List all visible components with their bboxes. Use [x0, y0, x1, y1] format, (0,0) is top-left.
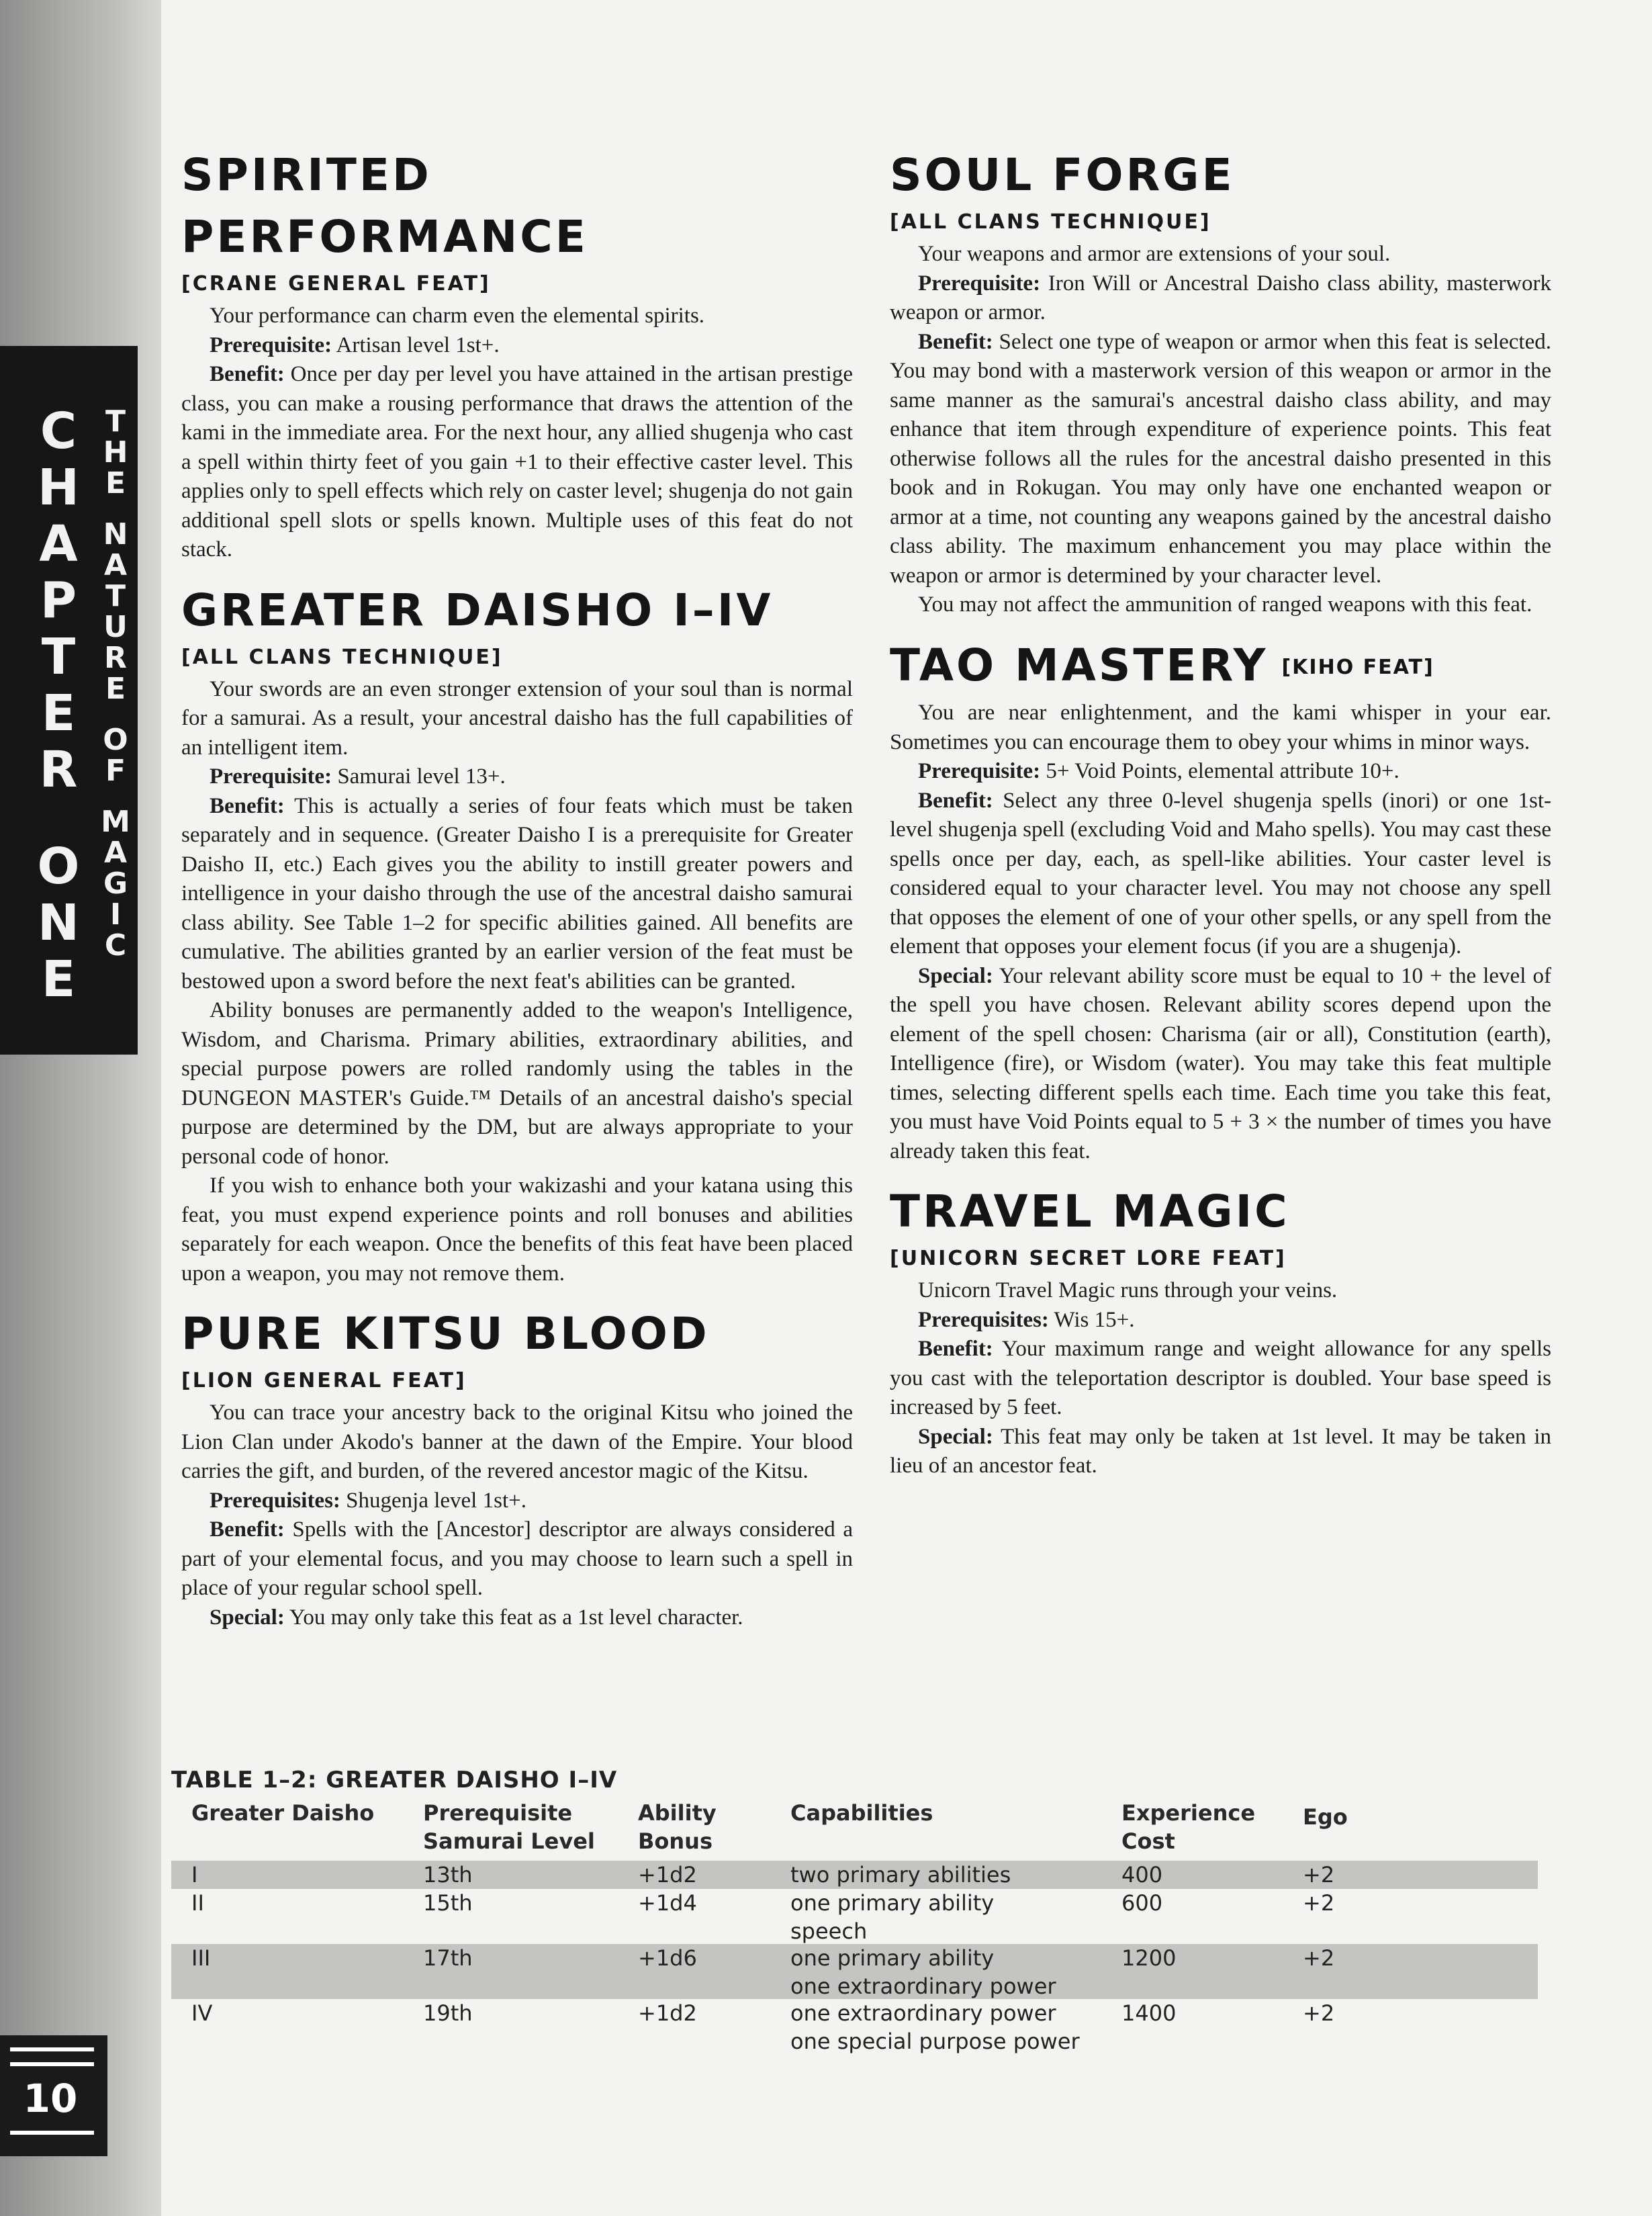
paragraph-lead: Special: [210, 1605, 285, 1630]
feat-paragraph [181, 1603, 853, 1633]
chapter-letter: E [41, 684, 76, 742]
subtitle-letter [99, 499, 132, 519]
paragraph-text: Your weapons and armor are extensions of your soul. [918, 242, 1391, 266]
feat-title-text: TRAVEL MAGIC [890, 1186, 1290, 1238]
table-cell [1121, 1944, 1176, 1972]
paragraph-text: Unicorn Travel Magic runs through your veins. [918, 1278, 1338, 1303]
paragraph-text: Shugenja level 1st+. [340, 1488, 526, 1513]
feat-paragraph [890, 240, 1551, 269]
table-cell [423, 1889, 473, 1917]
table-cell [1121, 1889, 1162, 1917]
table-row [171, 1944, 1538, 1999]
cell-line: 600 [1121, 1890, 1163, 1916]
feat-tag: [LION GENERAL FEAT] [181, 1369, 467, 1392]
feat-title [890, 635, 1551, 699]
feat-paragraph [181, 1171, 853, 1288]
feat-paragraph [181, 302, 853, 331]
feat-tag: [UNICORN SECRET LORE FEAT] [890, 1247, 1287, 1271]
cell-line: 15th [423, 1890, 473, 1916]
chapter-letter: R [39, 741, 78, 799]
greater-daisho-table [171, 1767, 1538, 2054]
feat-section [181, 1288, 853, 1632]
paragraph-lead: Benefit: [210, 1517, 285, 1542]
feat-title-text: GREATER DAISHO I–IV [181, 584, 774, 636]
feat-paragraph [890, 269, 1551, 328]
subtitle-letter: M [101, 805, 130, 839]
cell-line: Greater Daisho [191, 1800, 375, 1826]
cell-line: 19th [423, 2000, 473, 2026]
feat-tag: [CRANE GENERAL FEAT] [181, 272, 491, 296]
page-number-badge [0, 2035, 107, 2156]
subtitle-letter: F [105, 754, 126, 788]
section-spacer [181, 1288, 853, 1303]
chapter-letter: T [41, 628, 76, 686]
cell-line: 400 [1121, 1862, 1163, 1888]
subtitle-letter [99, 705, 132, 725]
feat-title [181, 144, 853, 268]
cell-line: I [191, 1862, 198, 1888]
paragraph-text: Your relevant ability score must be equal to 10 + the level of the spell you have chosen. Relevant ability scores depend upon the element of the spell chosen: Charisma (air or all), Constitution (earth), Intelligence (fire), or Wisdom (water). You may take this feat multiple times, selecting different spells each time. Each time you take this feat, you must have Void Points equal to 5 + 3 × the number of times you have already taken this feat. [890, 963, 1551, 1163]
paragraph-lead: Benefit: [210, 793, 285, 818]
paragraph-text: If you wish to enhance both your wakizashi and your katana using this feat, you must expend experience points and roll bonuses and abilities separately for each weapon. Once the benefits of this feat have been placed upon a weapon, you may not remove them. [181, 1173, 853, 1286]
cell-line: one primary ability [790, 1945, 995, 1971]
feat-paragraph [890, 787, 1551, 962]
table-cell [1121, 1861, 1162, 1889]
cell-line: Ability [638, 1800, 717, 1826]
paragraph-lead: Prerequisites: [918, 1307, 1049, 1332]
table-cell [423, 1999, 473, 2027]
cell-line: Ego [1303, 1804, 1348, 1830]
subtitle-letter: O [103, 723, 128, 757]
table-cell [423, 1944, 473, 1972]
paragraph-text: Your swords are an even stronger extension of your soul than is normal for a samurai. As a result, your ancestral daisho has the full capabilities of an intelligent item. [181, 676, 853, 760]
table-cell [790, 1944, 1056, 2000]
table-body [171, 1799, 1538, 2054]
paragraph-text: This is actually a series of four feats which must be taken separately and in sequence. (Greater Daisho I is a prerequisite for Greater Daisho II, etc.) Each gives you the ability to instill greater powers and intelligence in your daisho through the use of the ancestral daisho samurai class ability. See Table 1–2 for specific abilities gained. All benefits are cumulative. The abilities granted by an earlier version of the feat must be bestowed upon a sword before the next feat's abilities can be granted. [181, 793, 853, 993]
subtitle-letter: H [103, 435, 128, 470]
paragraph-lead: Prerequisite: [918, 759, 1041, 784]
paragraph-lead: Prerequisite: [918, 271, 1041, 296]
feat-paragraph [890, 1276, 1551, 1306]
cell-line: 1200 [1121, 1945, 1177, 1971]
table-row [171, 1861, 1538, 1889]
page-margin-strip [0, 0, 161, 2216]
subtitle-letter: T [105, 404, 126, 439]
subtitle-letter: A [103, 836, 128, 870]
subtitle-letter: G [103, 867, 128, 901]
subtitle-letter: R [104, 641, 127, 675]
section-spacer [890, 620, 1551, 635]
paragraph-text: You can trace your ancestry back to the original Kitsu who joined the Lion Clan under Akodo's banner at the dawn of the Empire. Your blood carries the gift, and burden, of the revered ancestor magic of the Kitsu. [181, 1401, 853, 1483]
subtitle-letter: C [104, 928, 127, 963]
cell-line: speech [790, 1918, 868, 1944]
table-cell [638, 1889, 697, 1917]
feat-tag: [ALL CLANS TECHNIQUE] [890, 210, 1211, 234]
paragraph-text: You may only take this feat as a 1st level character. [284, 1605, 743, 1630]
feat-paragraph [181, 1515, 853, 1603]
feat-paragraph [181, 996, 853, 1171]
cell-line: +2 [1303, 1890, 1335, 1916]
table-header-cell [1303, 1803, 1348, 1831]
table-header-row [171, 1799, 1538, 1861]
feat-paragraph [181, 360, 853, 565]
right-column [890, 144, 1551, 1481]
table-row [171, 1999, 1538, 2054]
feat-title [181, 1303, 853, 1365]
cell-line: 1400 [1121, 2000, 1177, 2026]
feat-title-text: TAO MASTERY [890, 639, 1269, 691]
table-cell [1303, 1944, 1334, 1972]
feat-paragraph [890, 1423, 1551, 1481]
table-cell [790, 1861, 1011, 1889]
table-row [171, 1889, 1538, 1944]
paragraph-lead: Special: [918, 1424, 993, 1449]
paragraph-text: Your performance can charm even the elemental spirits. [210, 304, 705, 328]
feat-tag: [KIHO FEAT] [1281, 656, 1434, 680]
table-header-cell [423, 1799, 595, 1855]
feat-paragraph [181, 675, 853, 763]
chapter-subtitle [99, 406, 132, 961]
cell-line: +1d2 [638, 2000, 697, 2026]
feat-paragraph [890, 757, 1551, 787]
table-cell [191, 1861, 197, 1889]
paragraph-text: Your maximum range and weight allowance for any spells you cast with the teleportation descriptor is doubled. Your base speed is increased by 5 feet. [890, 1337, 1551, 1420]
cell-line: one extraordinary power [790, 2000, 1056, 2026]
paragraph-text: You may not affect the ammunition of ranged weapons with this feat. [918, 592, 1532, 617]
left-column [181, 144, 853, 1632]
chapter-word [28, 403, 89, 1008]
feat-paragraph [181, 762, 853, 792]
feat-section [890, 144, 1551, 620]
cell-line: Cost [1121, 1828, 1175, 1854]
feat-paragraph [890, 328, 1551, 591]
subtitle-letter: I [109, 897, 122, 932]
feat-title-text: SPIRITED PERFORMANCE [181, 149, 588, 263]
subtitle-letter: E [105, 672, 126, 706]
cell-line: 13th [423, 1862, 473, 1888]
table-header-cell [1121, 1799, 1255, 1855]
cell-line: IV [191, 2000, 213, 2026]
feat-paragraph [181, 1487, 853, 1516]
feat-paragraph [181, 331, 853, 361]
paragraph-lead: Benefit: [918, 329, 993, 354]
cell-line: Experience [1121, 1800, 1256, 1826]
cell-line: one primary ability [790, 1890, 995, 1916]
cell-line: Prerequisite [423, 1800, 573, 1826]
chapter-letter: O [37, 838, 80, 895]
paragraph-text: Samurai level 13+. [332, 764, 506, 789]
cell-line: +2 [1303, 1945, 1335, 1971]
feat-paragraph [890, 962, 1551, 1167]
table-header-cell [191, 1799, 374, 1827]
subtitle-letter: E [105, 466, 126, 500]
cell-line: +2 [1303, 1862, 1335, 1888]
paragraph-text: Select any three 0-level shugenja spells (inori) or one 1st-level shugenja spell (excluding Void and Maho spells). You may cast these spells once per day, each, as spell-like abilities. Your caster level is considered equal to your character level. You may not choose any spell that opposes the element of one of your other spells, or any spell from the element that opposes your element focus (if you are a shugenja). [890, 788, 1551, 959]
cell-line: +1d2 [638, 1862, 697, 1888]
cell-line: +1d6 [638, 1945, 697, 1971]
feat-title [890, 1181, 1551, 1243]
feat-paragraph [181, 792, 853, 997]
cell-line: +1d4 [638, 1890, 697, 1916]
table-cell [1303, 1861, 1334, 1889]
table-caption: TABLE 1–2: GREATER DAISHO I–IV [171, 1767, 618, 1793]
paragraph-lead: Prerequisite: [210, 764, 332, 789]
paragraph-text: Ability bonuses are permanently added to the weapon's Intelligence, Wisdom, and Charisma. Primary abilities, extraordinary abilities, and special purpose powers are rolled randomly using the tables in the DUNGEON MASTER's Guide.™ Details of an ancestral daisho's special purpose are determined by the DM, but are always appropriate to your personal code of honor. [181, 998, 853, 1169]
feat-section [181, 565, 853, 1289]
table-cell [790, 1889, 994, 1945]
paragraph-text: 5+ Void Points, elemental attribute 10+. [1040, 759, 1399, 784]
paragraph-text: Iron Will or Ancestral Daisho class ability, masterwork weapon or armor. [890, 271, 1551, 324]
table-cell [1121, 1999, 1176, 2027]
paragraph-lead: Benefit: [918, 1337, 993, 1362]
feat-section [890, 620, 1551, 1167]
cell-line: 17th [423, 1945, 473, 1971]
subtitle-letter: N [103, 517, 128, 551]
table-cell [191, 1999, 212, 2027]
feat-title-text: SOUL FORGE [890, 149, 1235, 201]
cell-line: one special purpose power [790, 2029, 1080, 2054]
paragraph-text: Select one type of weapon or armor when this feat is selected. You may bond with a masterwork version of this weapon or armor in the same manner as the samurai's ancestral daisho class ability, and may enhance that item through expenditure of experience points. This feat otherwise follows all the rules for the ancestral daisho presented in this book and in Rokugan. You may only have one enchanted weapon or armor at a time, not counting any weapons gained by the ancestral daisho class ability. The maximum enhancement you may place within the weapon or armor is determined by your character level. [890, 329, 1551, 588]
cell-line: III [191, 1945, 211, 1971]
feat-paragraph [890, 590, 1551, 620]
chapter-tab [0, 346, 138, 1055]
feat-paragraph [890, 699, 1551, 757]
cell-line: one extraordinary power [790, 1974, 1056, 1999]
feat-title [890, 144, 1551, 206]
feat-paragraph [890, 1335, 1551, 1423]
table-cell [1303, 1999, 1334, 2027]
subtitle-letter: U [103, 610, 128, 644]
paragraph-text: Spells with the [Ancestor] descriptor are always considered a part of your elemental focus, and you may choose to learn such a spell in place of your regular school spell. [181, 1517, 853, 1600]
chapter-letter: E [41, 950, 76, 1008]
feat-section [890, 1166, 1551, 1481]
chapter-letter: H [38, 459, 79, 517]
paragraph-text: You are near enlightenment, and the kami whisper in your ear. Sometimes you can encourage them to obey your whims in minor ways. [890, 701, 1551, 754]
section-spacer [890, 1166, 1551, 1181]
chapter-letter: C [40, 402, 77, 460]
feat-section [181, 144, 853, 565]
table-cell [1303, 1889, 1334, 1917]
section-spacer [181, 565, 853, 580]
feat-title [181, 580, 853, 641]
table-cell [191, 1944, 210, 1972]
paragraph-lead: Benefit: [210, 362, 285, 386]
paragraph-text: Wis 15+. [1048, 1307, 1135, 1332]
feat-paragraph [181, 1399, 853, 1487]
paragraph-text: Artisan level 1st+. [332, 333, 500, 357]
table-cell [423, 1861, 473, 1889]
cell-line: Capabilities [790, 1800, 933, 1826]
table-cell [638, 1999, 697, 2027]
paragraph-lead: Prerequisite: [210, 333, 332, 357]
table-cell [638, 1944, 697, 1972]
chapter-letter [28, 798, 89, 838]
cell-line: Samurai Level [423, 1828, 595, 1854]
table-cell [790, 1999, 1080, 2055]
cell-line: two primary abilities [790, 1862, 1011, 1888]
page-number: 10 [23, 2076, 78, 2121]
table-cell [191, 1889, 204, 1917]
cell-line: II [191, 1890, 204, 1916]
chapter-letter: N [38, 894, 79, 952]
paragraph-text: Once per day per level you have attained in the artisan prestige class, you can make a rousing performance that draws the attention of the kami in the immediate area. For the next hour, any allied shugenja who cast a spell within thirty feet of you gain +1 to their effective caster level. This applies only to spell effects which rely on caster level; shugenja do not gain additional spell slots or spells known. Multiple uses of this feat do not stack. [181, 362, 853, 562]
table-header-cell [790, 1799, 933, 1827]
subtitle-letter: T [105, 579, 126, 613]
table-header-cell [638, 1799, 717, 1855]
paragraph-text: This feat may only be taken at 1st level. It may be taken in lieu of an ancestor feat. [890, 1424, 1551, 1478]
feat-tag: [ALL CLANS TECHNIQUE] [181, 645, 503, 669]
badge-ornament [10, 2047, 94, 2066]
chapter-letter: A [39, 515, 78, 573]
cell-line: Bonus [638, 1828, 713, 1854]
subtitle-letter: A [103, 548, 128, 582]
chapter-letter: P [40, 572, 77, 629]
table-cell [638, 1861, 697, 1889]
paragraph-lead: Benefit: [918, 788, 993, 813]
feat-title-text: PURE KITSU BLOOD [181, 1308, 710, 1360]
paragraph-lead: Special: [918, 963, 993, 988]
paragraph-lead: Prerequisites: [210, 1488, 340, 1513]
feat-paragraph [890, 1306, 1551, 1335]
cell-line: +2 [1303, 2000, 1335, 2026]
subtitle-letter [99, 787, 132, 807]
badge-ornament [10, 2131, 94, 2144]
